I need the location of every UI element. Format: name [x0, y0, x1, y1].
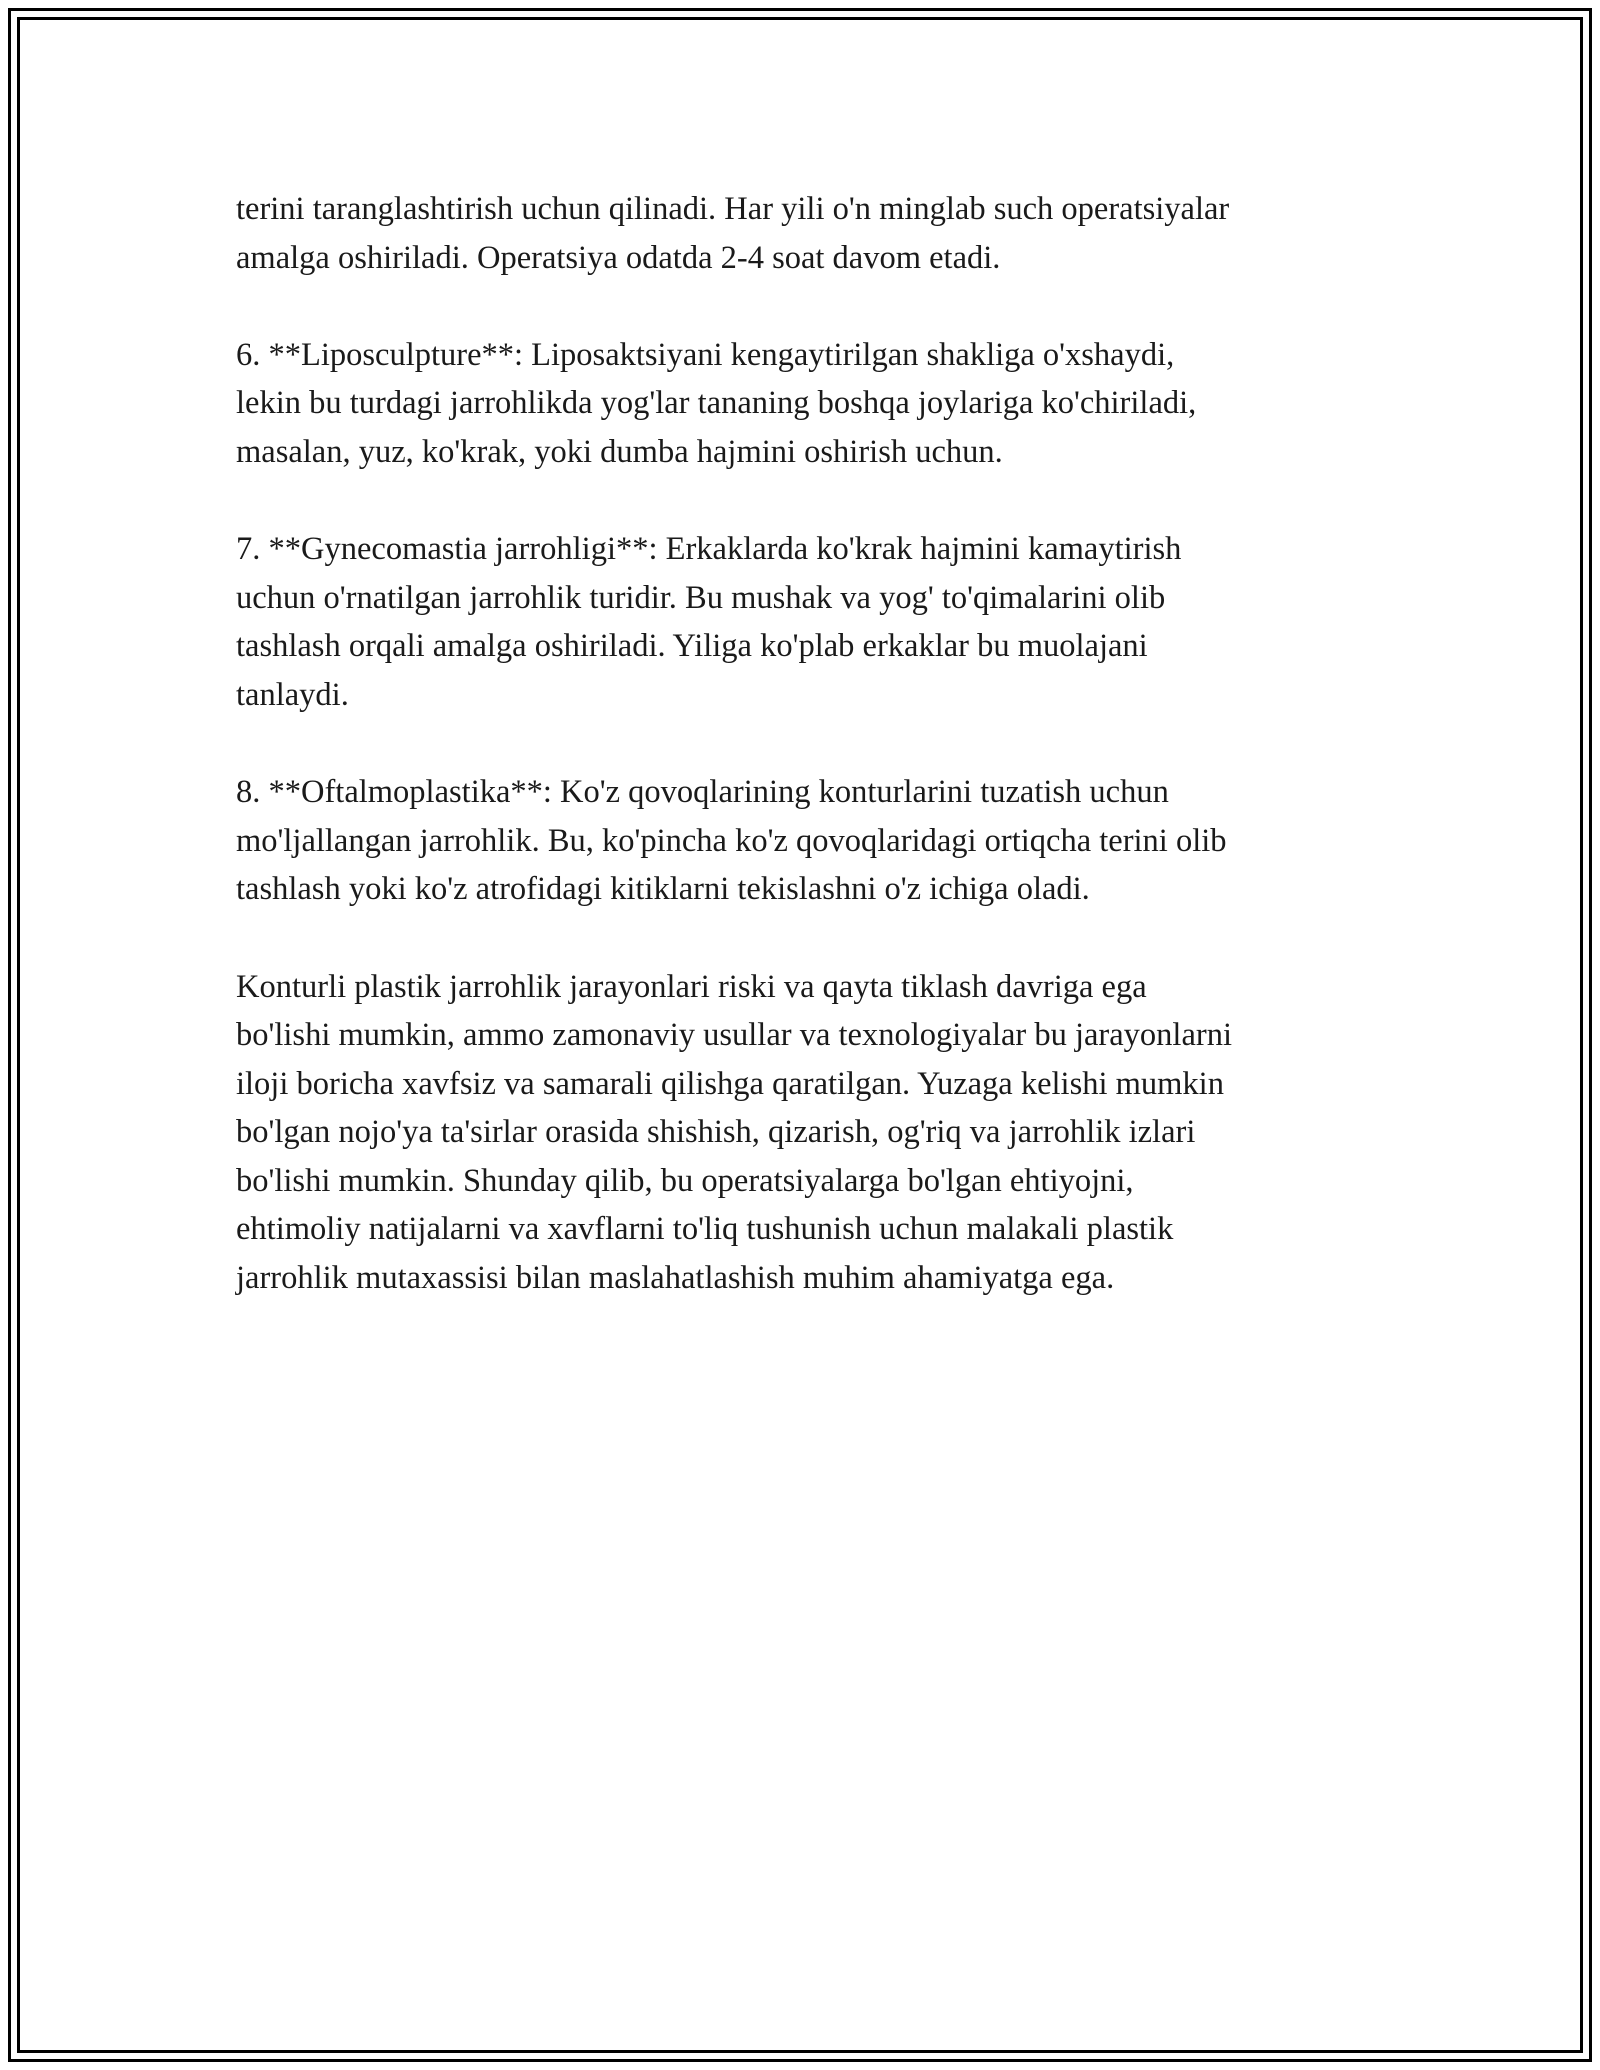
text-line: mo'ljallangan jarrohlik. Bu, ko'pincha ko'z qovoqlaridagi ortiqcha terini olib — [236, 822, 1227, 859]
text-line: tashlash yoki ko'z atrofidagi kitiklarni tekislashni o'z ichiga oladi. — [236, 871, 1090, 908]
text-line: bo'lgan nojo'ya ta'sirlar orasida shishish, qizarish, og'riq va jarrohlik izlari — [236, 1114, 1196, 1151]
text-line: bo'lishi mumkin. Shunday qilib, bu operatsiyalarga bo'lgan ehtiyojni, — [236, 1162, 1134, 1199]
text-line: masalan, yuz, ko'krak, yoki dumba hajmini oshirish uchun. — [236, 433, 1003, 470]
text-line: bo'lishi mumkin, ammo zamonaviy usullar va texnologiyalar bu jarayonlarni — [236, 1017, 1232, 1054]
text-line: uchun o'rnatilgan jarrohlik turidir. Bu mushak va yog' to'qimalarini olib — [236, 579, 1166, 616]
paragraph-liposculpture — [236, 331, 1386, 477]
paragraph-conclusion — [236, 963, 1386, 1303]
text-line: tanlaydi. — [236, 676, 349, 713]
paragraph-gynecomastia — [236, 525, 1386, 719]
paragraph-continuation — [236, 185, 1386, 282]
text-line: jarrohlik mutaxassisi bilan maslahatlashish muhim ahamiyatga ega. — [236, 1260, 1115, 1297]
text-line: Konturli plastik jarrohlik jarayonlari riski va qayta tiklash davriga ega — [236, 968, 1147, 1005]
text-line: ehtimoliy natijalarni va xavflarni to'liq tushunish uchun malakali plastik — [236, 1211, 1174, 1248]
document-body — [236, 185, 1386, 1351]
text-line: amalga oshiriladi. Operatsiya odatda 2-4 soat davom etadi. — [236, 239, 1001, 276]
paragraph-oftalmoplastika — [236, 768, 1386, 914]
text-line: tashlash orqali amalga oshiriladi. Yiliga ko'plab erkaklar bu muolajani — [236, 628, 1148, 665]
text-line: 8. **Oftalmoplastika**: Ko'z qovoqlarining konturlarini tuzatish uchun — [236, 774, 1169, 811]
text-line: 7. **Gynecomastia jarrohligi**: Erkaklarda ko'krak hajmini kamaytirish — [236, 531, 1182, 568]
text-line: terini taranglashtirish uchun qilinadi. Har yili o'n minglab such operatsiyalar — [236, 191, 1230, 227]
text-line: lekin bu turdagi jarrohlikda yog'lar tananing boshqa joylariga ko'chiriladi, — [236, 385, 1197, 422]
text-line: 6. **Liposculpture**: Liposaktsiyani kengaytirilgan shakliga o'xshaydi, — [236, 336, 1175, 373]
text-line: iloji boricha xavfsiz va samarali qilishga qaratilgan. Yuzaga kelishi mumkin — [236, 1065, 1224, 1102]
